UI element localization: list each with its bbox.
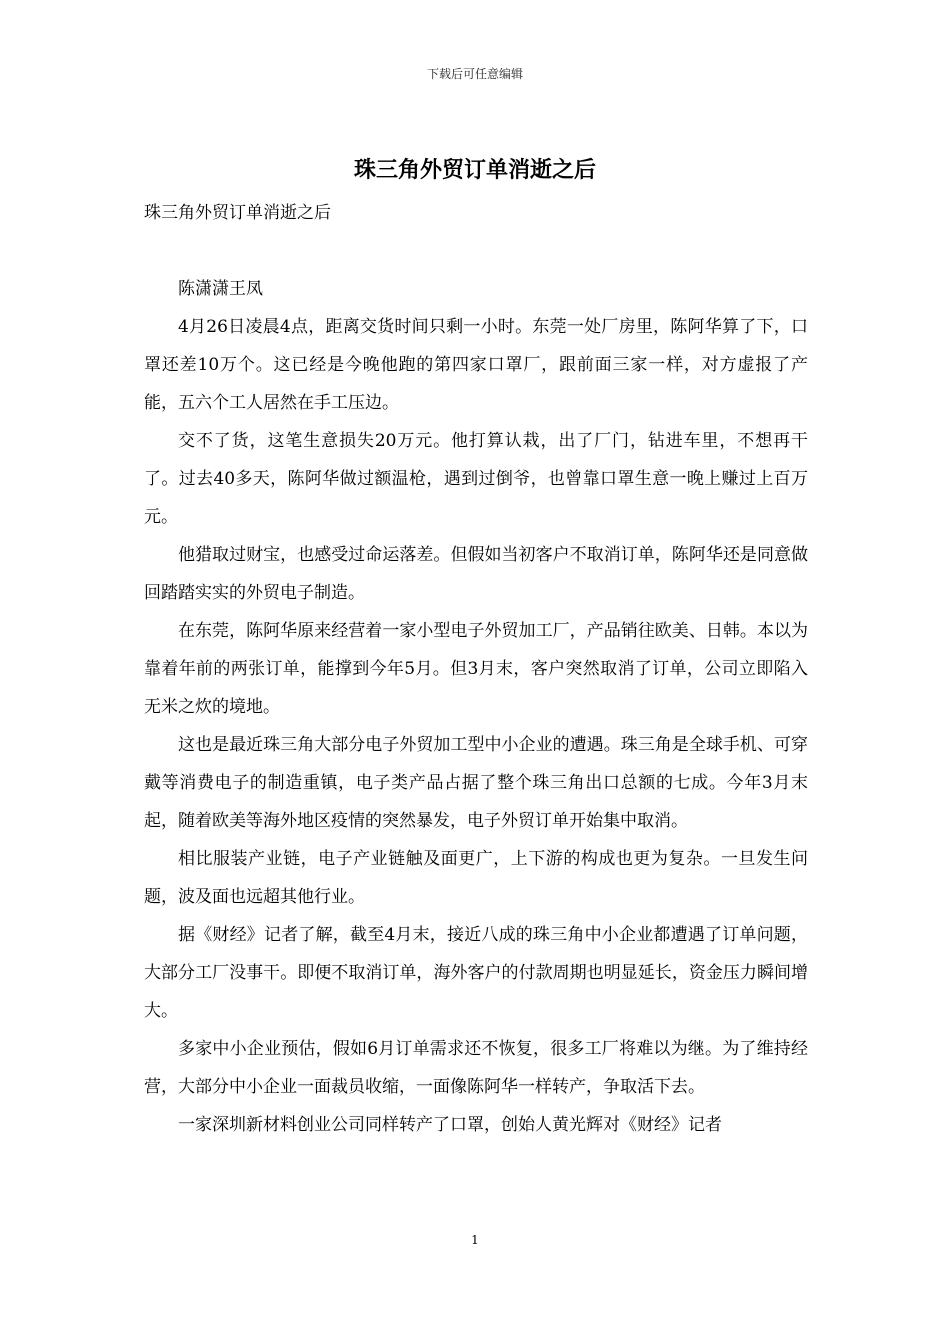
document-title: 珠三角外贸订单消逝之后 (353, 157, 596, 183)
paragraph: 4月26日凌晨4点，距离交货时间只剩一小时。东莞一处厂房里，陈阿华算了下，口罩还差10万个。这已经是今晚他跑的第四家口罩厂，跟前面三家一样，对方虚报了产能，五六个工人居然在手工压边。 (144, 317, 808, 413)
paragraph: 据《财经》记者了解，截至4月末，接近八成的珠三角中小企业都遭遇了订单问题，大部分工厂没事干。即便不取消订单，海外客户的付款周期也明显延长，资金压力瞬间增大。 (144, 925, 808, 1021)
paragraph: 在东莞，陈阿华原来经营着一家小型电子外贸加工厂，产品销往欧美、日韩。本以为靠着年前的两张订单，能撑到今年5月。但3月末，客户突然取消了订单，公司立即陷入无米之炊的境地。 (144, 621, 808, 717)
document-body (144, 194, 808, 1144)
paragraph: 这也是最近珠三角大部分电子外贸加工型中小企业的遭遇。珠三角是全球手机、可穿戴等消费电子的制造重镇，电子类产品占据了整个珠三角出口总额的七成。今年3月末起，随着欧美等海外地区疫情的突然暴发，电子外贸订单开始集中取消。 (144, 735, 808, 831)
paragraph: 一家深圳新材料创业公司同样转产了口罩，创始人黄光辉对《财经》记者 (178, 1115, 722, 1135)
header-note: 下载后可任意编辑 (426, 67, 523, 81)
paragraph: 多家中小企业预估，假如6月订单需求还不恢复，很多工厂将难以为继。为了维持经营，大部分中小企业一面裁员收缩，一面像陈阿华一样转产，争取活下去。 (144, 1039, 808, 1097)
page-number: 1 (471, 1233, 479, 1247)
blank-line (144, 232, 808, 270)
document-subtitle: 珠三角外贸订单消逝之后 (144, 203, 331, 223)
paragraph: 交不了货，这笔生意损失20万元。他打算认栽，出了厂门，钻进车里，不想再干了。过去40多天，陈阿华做过额温枪，遇到过倒爷，也曾靠口罩生意一晚上赚过上百万元。 (144, 431, 808, 527)
author-line: 陈潇潇王凤 (178, 279, 263, 299)
paragraph: 他猎取过财宝，也感受过命运落差。但假如当初客户不取消订单，陈阿华还是同意做回踏踏实实的外贸电子制造。 (144, 545, 808, 603)
paragraph: 相比服装产业链，电子产业链触及面更广，上下游的构成也更为复杂。一旦发生问题，波及面也远超其他行业。 (144, 849, 808, 907)
